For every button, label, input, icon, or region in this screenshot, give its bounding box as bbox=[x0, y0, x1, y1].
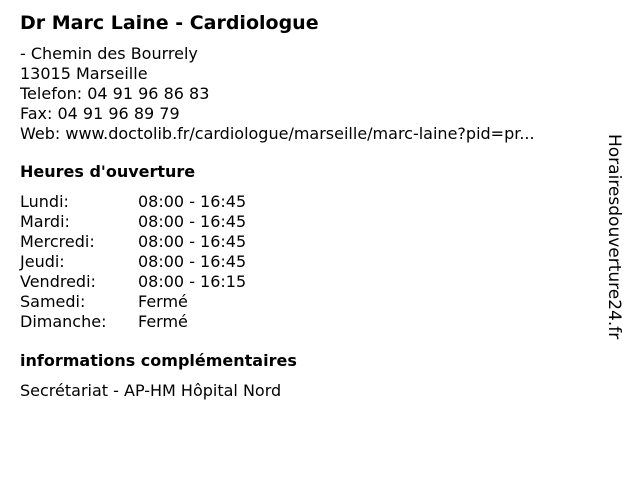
website-link[interactable]: Web: www.doctolib.fr/cardiologue/marseille/marc-laine?pid=pr... bbox=[20, 124, 535, 143]
phone-number: Telefon: 04 91 96 86 83 bbox=[20, 84, 210, 103]
address-block bbox=[20, 44, 600, 144]
time-value: 08:00 - 16:45 bbox=[138, 212, 247, 231]
day-label: Samedi: bbox=[20, 292, 86, 311]
page-title: Dr Marc Laine - Cardiologue bbox=[20, 12, 319, 34]
day-label: Mardi: bbox=[20, 212, 70, 231]
hours-row-tuesday bbox=[20, 212, 600, 232]
hours-row-monday bbox=[20, 192, 600, 212]
time-value: Fermé bbox=[138, 312, 188, 331]
hours-row-saturday bbox=[20, 292, 600, 312]
time-value: 08:00 - 16:45 bbox=[138, 192, 247, 211]
day-label: Vendredi: bbox=[20, 272, 96, 291]
hours-row-thursday bbox=[20, 252, 600, 272]
address-street: - Chemin des Bourrely bbox=[20, 44, 198, 63]
day-label: Lundi: bbox=[20, 192, 69, 211]
time-value: 08:00 - 16:15 bbox=[138, 272, 247, 291]
fax-number: Fax: 04 91 96 89 79 bbox=[20, 104, 180, 123]
day-label: Jeudi: bbox=[20, 252, 65, 271]
time-value: 08:00 - 16:45 bbox=[138, 252, 247, 271]
additional-info-heading: informations complémentaires bbox=[20, 351, 297, 370]
address-city: 13015 Marseille bbox=[20, 64, 148, 83]
day-label: Mercredi: bbox=[20, 232, 95, 251]
opening-hours-table bbox=[20, 192, 600, 332]
business-card bbox=[20, 10, 600, 401]
hours-row-wednesday bbox=[20, 232, 600, 252]
day-label: Dimanche: bbox=[20, 312, 107, 331]
time-value: Fermé bbox=[138, 292, 188, 311]
brand-watermark: Horairesdouverture24.fr bbox=[604, 134, 624, 340]
opening-hours-heading: Heures d'ouverture bbox=[20, 162, 196, 181]
time-value: 08:00 - 16:45 bbox=[138, 232, 247, 251]
hours-row-sunday bbox=[20, 312, 600, 332]
hours-row-friday bbox=[20, 272, 600, 292]
additional-info-text: Secrétariat - AP-HM Hôpital Nord bbox=[20, 381, 282, 400]
